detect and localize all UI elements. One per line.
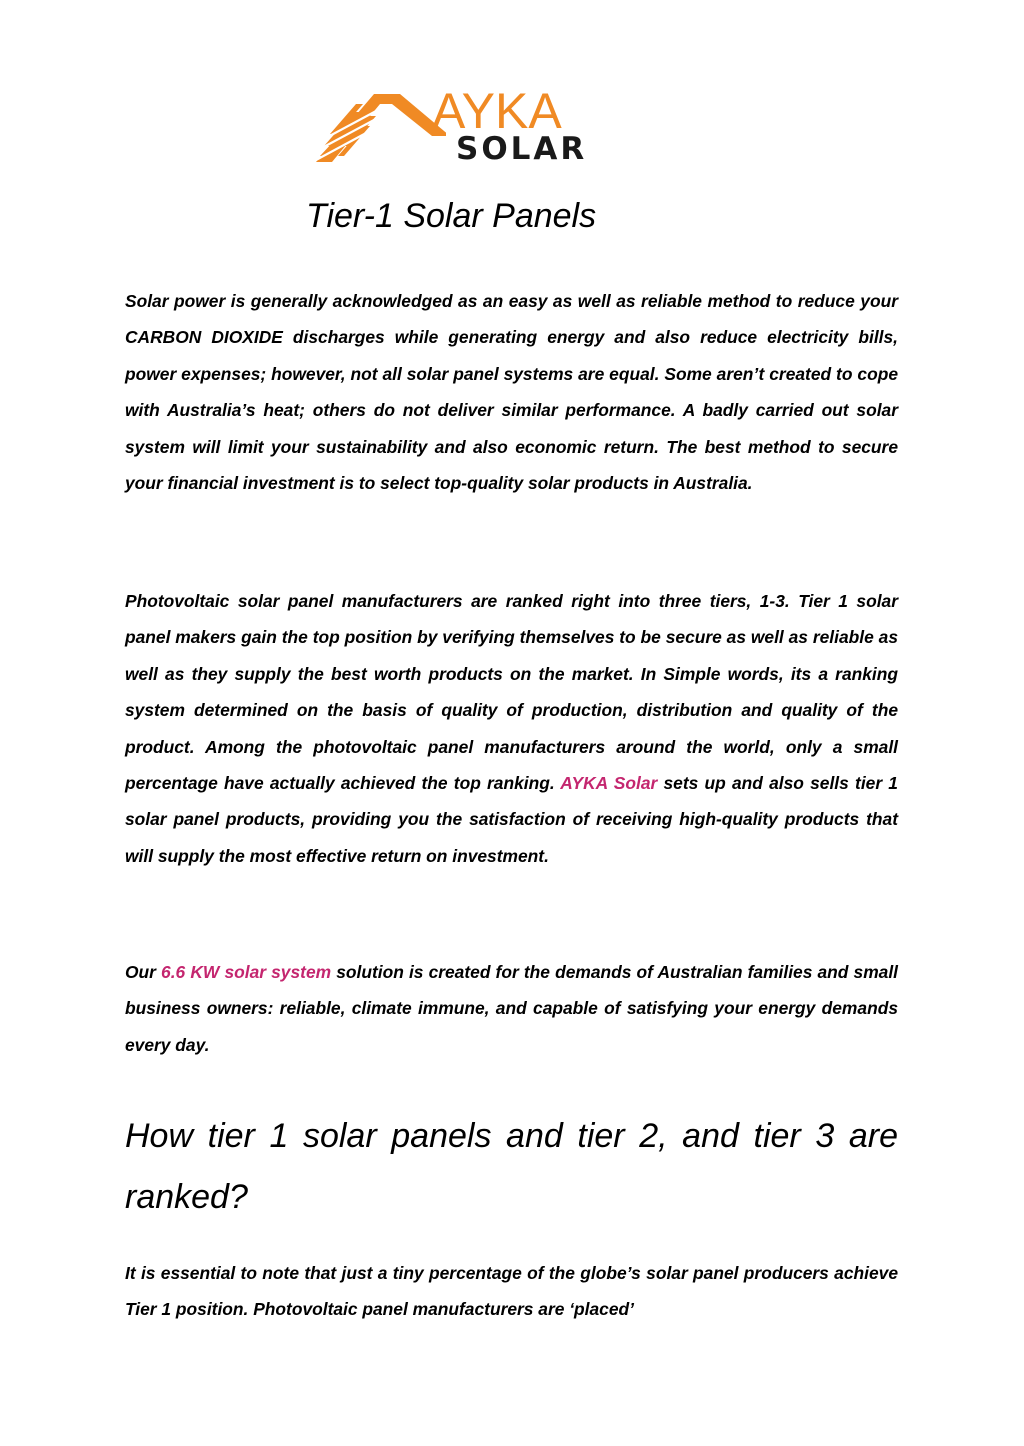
- ayka-solar-link[interactable]: AYKA Solar: [560, 773, 658, 794]
- ranking-paragraph: It is essential to note that just a tiny percentage of the globe’s solar panel producers achieve Tier 1 position. Photovoltaic panel manufacturers are ‘placed’: [125, 1263, 898, 1320]
- ayka-solar-logo: [316, 83, 622, 170]
- section-heading: How tier 1 solar panels and tier 2, and tier 3 are ranked?: [125, 1117, 898, 1216]
- tiers-text-before: Photovoltaic solar panel manufacturers are ranked right into three tiers, 1-3. Tier 1 solar panel makers gain the top position by verifying themselves to be secure as well as reliable as well as they supply the best worth products on the market. In Simple words, its a ranking system determined on the basis of quality of production, distribution and quality of the product. Among the photovoltaic panel manufacturers around the world, only a small percentage have actually achieved the top ranking.: [125, 591, 898, 794]
- logo-word-ayka: AYKA: [432, 83, 562, 139]
- tiers-paragraph: [125, 583, 898, 874]
- logo-word-solar: SOLAR: [456, 131, 588, 167]
- system-text-before: Our: [125, 962, 162, 982]
- tiers-text-after: sets up and also sells tier 1 solar panel products, providing you the satisfaction of receiving high-quality products that will supply the most effective return on investment.: [125, 773, 898, 866]
- system-paragraph: [125, 954, 898, 1063]
- solar-panel-a-icon: [316, 90, 446, 170]
- page-title: Tier-1 Solar Panels: [306, 197, 597, 235]
- solar-system-link[interactable]: 6.6 KW solar system: [161, 962, 332, 982]
- system-text-after: solution is created for the demands of Australian families and small business owners: reliable, climate immune, and capable of satisfying your energy demands every day.: [125, 962, 899, 1055]
- intro-paragraph: Solar power is generally acknowledged as an easy as well as reliable method to reduce your CARBON DIOXIDE discharges while generating energy and also reduce electricity bills, power expenses; however, not all solar panel systems are equal. Some aren’t created to cope with Australia’s heat; others do not deliver similar performance. A badly carried out solar system will limit your sustainability and also economic return. The best method to secure your financial investment is to select top-quality solar products in Australia.: [125, 291, 898, 494]
